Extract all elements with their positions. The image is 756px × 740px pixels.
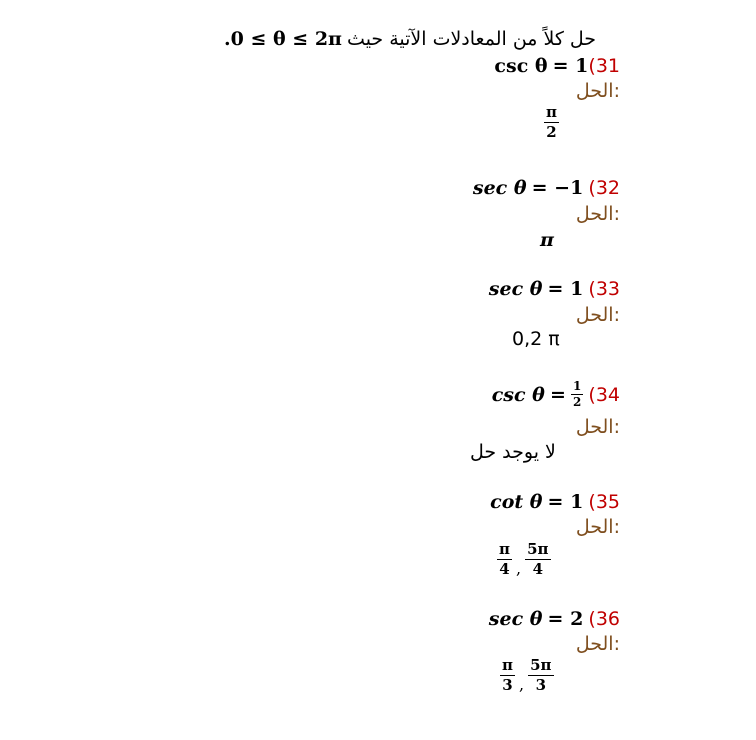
- answer-35-separator: ,: [515, 559, 522, 578]
- problem-36-lhs: sec θ: [488, 608, 543, 630]
- problem-35: [490, 491, 620, 513]
- instruction-period: .: [224, 28, 231, 50]
- solution-label-35: الحل:: [575, 516, 620, 538]
- problem-35-rhs: = 1: [547, 491, 584, 513]
- answer-36-separator: ,: [518, 675, 525, 694]
- problem-31-lhs: csc θ: [494, 55, 548, 77]
- solution-label-36: الحل:: [575, 633, 620, 655]
- answer-36-fraction-2: $\frac{5\pi}{3}$: [530, 656, 552, 694]
- problem-34-rhs: =: [549, 383, 566, 406]
- problem-36-rhs: = 2: [547, 608, 584, 630]
- answer-35-fraction-2: $\frac{5\pi}{4}$: [527, 540, 549, 578]
- problem-34-rhs-fraction: $\frac{1}{2}$: [572, 379, 582, 409]
- problem-34-number: (34: [588, 383, 620, 406]
- problem-36-number: (36: [588, 608, 620, 630]
- problem-31-number: (31: [588, 55, 620, 77]
- answer-36-fraction-1: $\frac{\pi}{3}$: [502, 656, 513, 694]
- answer-32: π: [540, 229, 554, 251]
- answer-33: 0,2 π: [512, 328, 560, 350]
- answer-31-fraction: $\frac{\pi}{2}$: [546, 103, 557, 141]
- problem-33-lhs: sec θ: [488, 278, 543, 300]
- problem-32-rhs: = −1: [531, 177, 584, 199]
- problem-35-number: (35: [588, 491, 620, 513]
- problem-32-number: (32: [588, 177, 620, 199]
- problem-33-number: (33: [588, 278, 620, 300]
- problem-31: [494, 55, 620, 77]
- instruction-range: 0 ≤ θ ≤ 2π: [230, 28, 342, 50]
- solution-label-31: الحل:: [575, 80, 620, 102]
- problem-35-lhs: cot θ: [490, 491, 543, 513]
- problem-33: [489, 278, 620, 300]
- problem-33-rhs: = 1: [547, 278, 584, 300]
- answer-34: لا يوجد حل: [470, 441, 556, 463]
- answer-36: [500, 657, 554, 694]
- problem-34: [492, 380, 620, 409]
- problem-32: [473, 177, 620, 199]
- answer-35: [497, 541, 551, 578]
- instruction-line: [224, 28, 596, 50]
- instruction-text: حل كلاً من المعادلات الآتية حيث: [347, 28, 597, 50]
- solution-label-34: الحل:: [575, 416, 620, 438]
- problem-34-lhs: csc θ: [491, 383, 545, 406]
- problem-32-lhs: sec θ: [472, 177, 527, 199]
- solution-label-33: الحل:: [575, 304, 620, 326]
- problem-36: [489, 608, 620, 630]
- solution-label-32: الحل:: [575, 203, 620, 225]
- answer-31: [544, 104, 559, 141]
- answer-35-fraction-1: $\frac{\pi}{4}$: [499, 540, 510, 578]
- problem-31-rhs: = 1: [552, 55, 589, 77]
